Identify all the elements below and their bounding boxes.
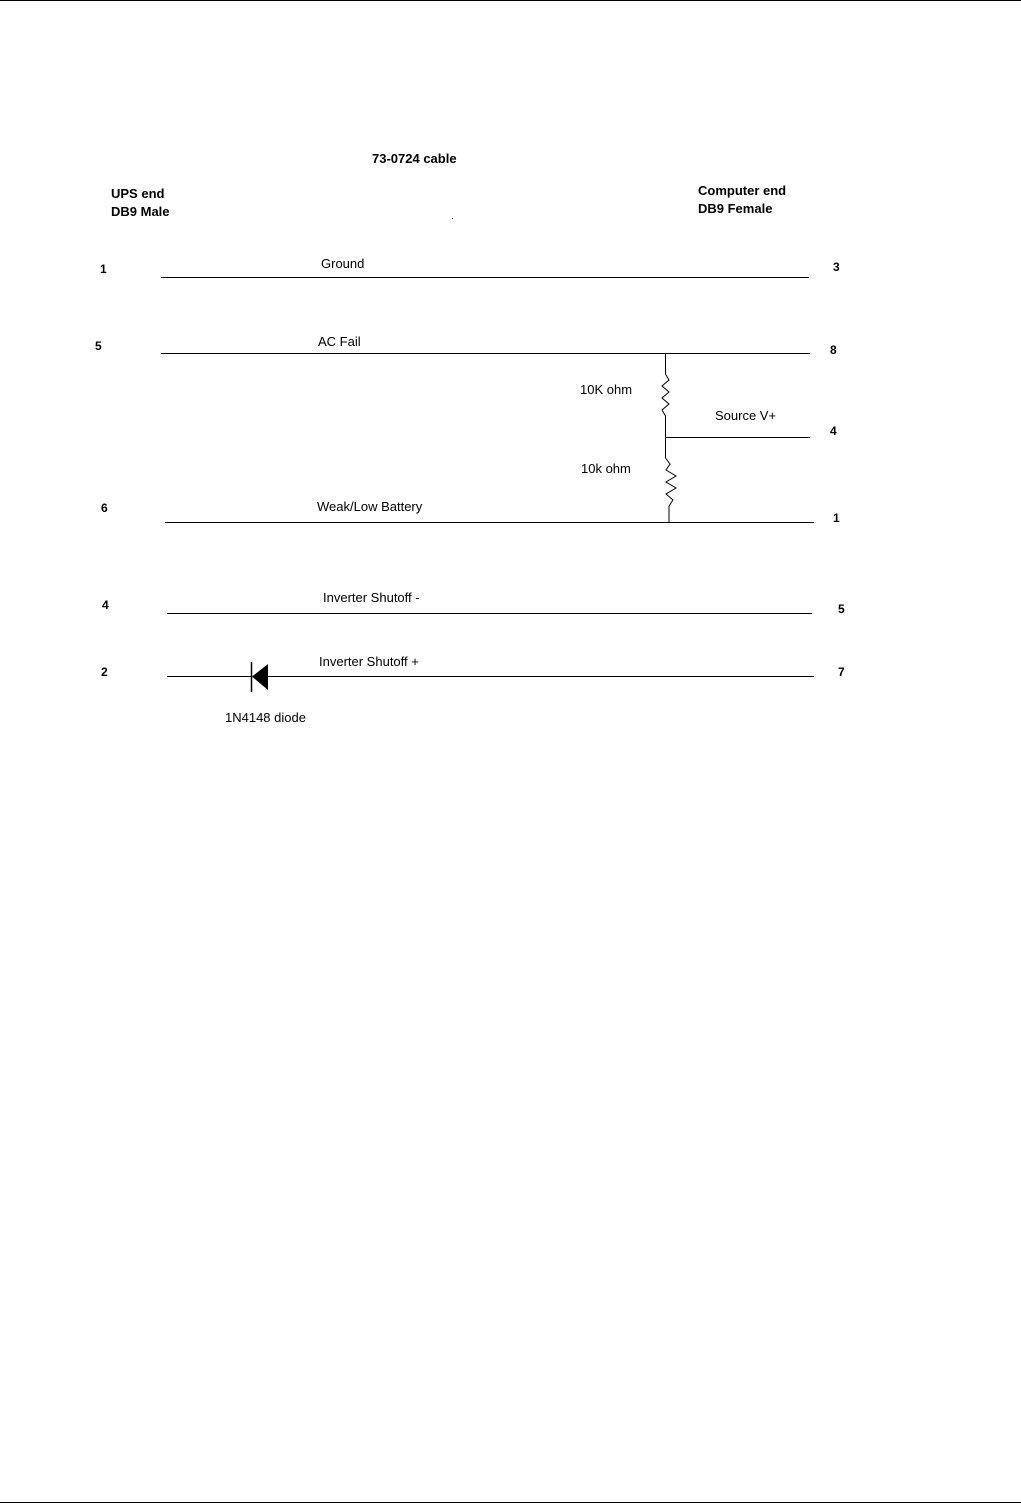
resistor-top-label: 10K ohm bbox=[580, 382, 633, 397]
ups-pin-inverter-shutoff-minus: 4 bbox=[102, 598, 109, 612]
resistor-top-zigzag bbox=[662, 374, 669, 416]
computer-end-line2: DB9 Female bbox=[698, 201, 773, 216]
ups-end-line2: DB9 Male bbox=[111, 204, 170, 219]
stray-dot bbox=[452, 218, 453, 219]
inverter-shutoff-minus-label: Inverter Shutoff - bbox=[323, 590, 420, 605]
computer-pin-inverter-shutoff-minus: 5 bbox=[838, 602, 845, 616]
ups-end-line1: UPS end bbox=[111, 186, 165, 201]
cable-title: 73-0724 cable bbox=[372, 151, 457, 166]
diode-label: 1N4148 diode bbox=[225, 710, 306, 725]
computer-end-heading bbox=[698, 182, 786, 218]
computer-pin-ground: 3 bbox=[833, 260, 840, 274]
resistor-bottom-zigzag bbox=[666, 458, 677, 506]
ups-pin-weak-low-battery: 6 bbox=[101, 501, 108, 515]
diode-triangle bbox=[252, 664, 268, 690]
ac-fail-label: AC Fail bbox=[318, 334, 361, 349]
computer-end-line1: Computer end bbox=[698, 183, 787, 198]
computer-pin-ac-fail: 8 bbox=[830, 343, 837, 357]
ups-pin-ground: 1 bbox=[100, 262, 107, 276]
ups-end-heading bbox=[111, 185, 170, 221]
resistor-bottom-label: 10k ohm bbox=[581, 461, 631, 476]
ups-pin-ac-fail: 5 bbox=[95, 339, 102, 353]
inverter-shutoff-plus-label: Inverter Shutoff + bbox=[319, 654, 419, 669]
ups-pin-inverter-shutoff-plus: 2 bbox=[101, 665, 108, 679]
computer-pin-source-v: 4 bbox=[830, 424, 837, 438]
weak-low-battery-label: Weak/Low Battery bbox=[317, 499, 423, 514]
computer-pin-inverter-shutoff-plus: 7 bbox=[838, 665, 845, 679]
source-v-label: Source V+ bbox=[715, 408, 777, 423]
computer-pin-weak-low-battery: 1 bbox=[833, 511, 840, 525]
ground-label: Ground bbox=[321, 256, 365, 271]
